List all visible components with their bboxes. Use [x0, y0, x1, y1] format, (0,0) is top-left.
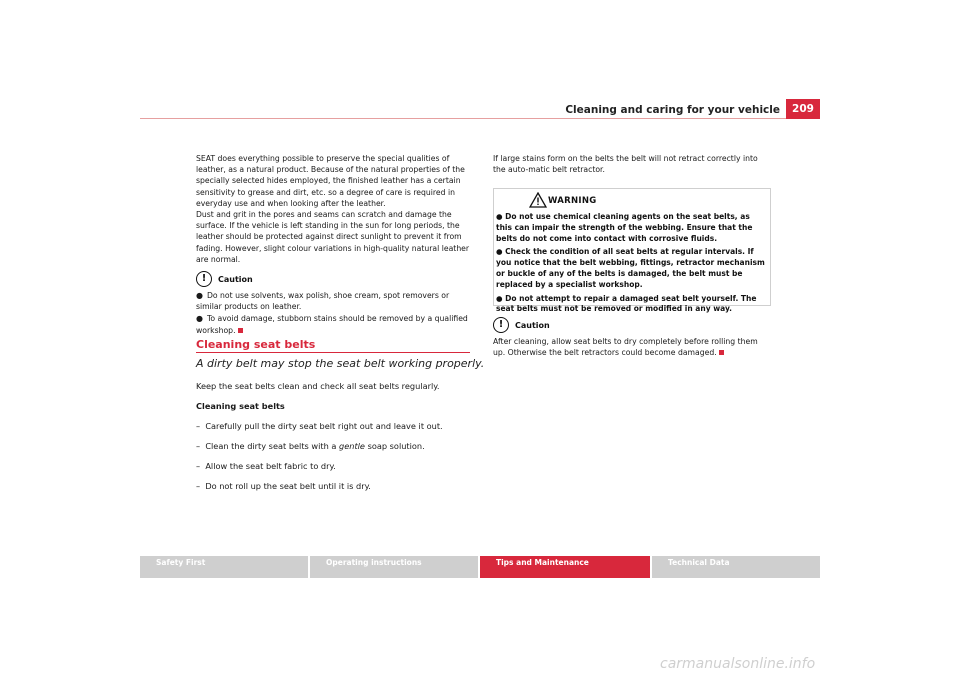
caution-label: Caution [515, 320, 550, 330]
end-of-section-icon [719, 350, 724, 355]
bullet-icon: ● [496, 212, 506, 221]
bullet-icon: ● [196, 314, 203, 324]
step-item: – Allow the seat belt fabric to dry. [196, 461, 336, 471]
watermark: carmanualsonline.info [660, 656, 816, 672]
bullet-icon: ● [496, 247, 506, 257]
caution-heading [196, 271, 470, 287]
section-rule [196, 352, 470, 353]
steps-heading: Cleaning seat belts [196, 401, 285, 411]
belt-stains-paragraph [493, 153, 769, 175]
warning-item-text: Check the condition of all seat belts at regular intervals. If you notice that the belt webbing, fittings, retractor mechanism or buckle of any of the belts is damaged, the belt must be replaced by a specialist workshop. [496, 247, 765, 289]
bullet-icon: ● [196, 291, 203, 300]
paragraph-text: If large stains form on the belts the belt will not retract correctly into the auto-matic belt retractor. [493, 154, 758, 175]
seat-belt-instructions [196, 376, 486, 496]
caution-item-text: To avoid damage, stubborn stains should be removed by a qualified workshop. [196, 314, 468, 335]
paragraph-text: SEAT does everything possible to preserve the special qualities of leather, as a natural product. Because of the natural properties of the specially selected hides employed, the finished leather has a certain sensitivity to grease and dirt, etc. so a degree of care is required in everyday use and when looking after the leather. [196, 154, 465, 208]
caution-block-leather [196, 271, 470, 336]
step-item: – Do not roll up the seat belt until it is dry. [196, 481, 371, 491]
caution-heading [493, 317, 769, 333]
caution-item [196, 290, 470, 312]
exclamation-icon: ! [196, 271, 212, 287]
page-number: 209 [786, 99, 820, 119]
step-item: – Clean the dirty seat belts with a gentle soap solution. [196, 441, 425, 451]
warning-item-text: Do not use chemical cleaning agents on the seat belts, as this can impair the strength of the webbing. Ensure that the belts do not come into contact with corrosive fluids. [496, 212, 753, 243]
footer-tab-operating-instructions[interactable]: Operating instructions [310, 556, 478, 578]
exclamation-icon: ! [493, 317, 509, 333]
step-text: Do not roll up the seat belt until it is dry. [205, 481, 371, 491]
step-emphasis: gentle [339, 441, 365, 451]
caution-block-belts [493, 317, 769, 358]
page-header-title: Cleaning and caring for your vehicle [565, 104, 780, 116]
step-item: – Carefully pull the dirty seat belt right out and leave it out. [196, 421, 443, 431]
caution-text-content: After cleaning, allow seat belts to dry completely before rolling them up. Otherwise the belt retractors could become damaged. [493, 337, 758, 358]
bullet-icon: ● [496, 293, 506, 303]
footer-tab-tips-and-maintenance[interactable]: Tips and Maintenance [480, 556, 650, 578]
section-subtitle: A dirty belt may stop the seat belt working properly. [196, 357, 485, 370]
leather-intro-paragraph [196, 153, 470, 209]
warning-item [496, 247, 766, 290]
step-text: Carefully pull the dirty seat belt right out and leave it out. [205, 421, 443, 431]
warning-heading: WARNING [548, 196, 597, 206]
warning-list [496, 212, 766, 315]
warning-item [496, 212, 766, 244]
caution-item [196, 313, 470, 335]
leather-dust-paragraph [196, 209, 470, 265]
warning-triangle-icon [529, 192, 547, 208]
end-of-section-icon [238, 328, 243, 333]
step-text-rest: soap solution. [367, 441, 425, 451]
caution-text [493, 336, 769, 358]
warning-item-text: Do not attempt to repair a damaged seat belt yourself. The seat belts must not be removed or modified in any way. [496, 293, 757, 314]
step-text: Clean the dirty seat belts with a [205, 441, 337, 451]
step-text: Allow the seat belt fabric to dry. [205, 461, 336, 471]
caution-label: Caution [218, 274, 253, 284]
paragraph-text: Dust and grit in the pores and seams can scratch and damage the surface. If the vehicle is left standing in the sun for long periods, the leather should be protected against direct sunlight to prevent it from fading. However, slight colour variations in high-quality natural leather are normal. [196, 210, 470, 264]
section-title: Cleaning seat belts [196, 338, 316, 351]
footer-tab-technical-data[interactable]: Technical Data [652, 556, 820, 578]
warning-item [496, 294, 766, 316]
header-rule [140, 118, 820, 119]
caution-item-text: Do not use solvents, wax polish, shoe cream, spot removers or similar products on leather. [196, 291, 450, 312]
intro-text: Keep the seat belts clean and check all seat belts regularly. [196, 381, 440, 391]
footer-tab-safety-first[interactable]: Safety First [140, 556, 308, 578]
